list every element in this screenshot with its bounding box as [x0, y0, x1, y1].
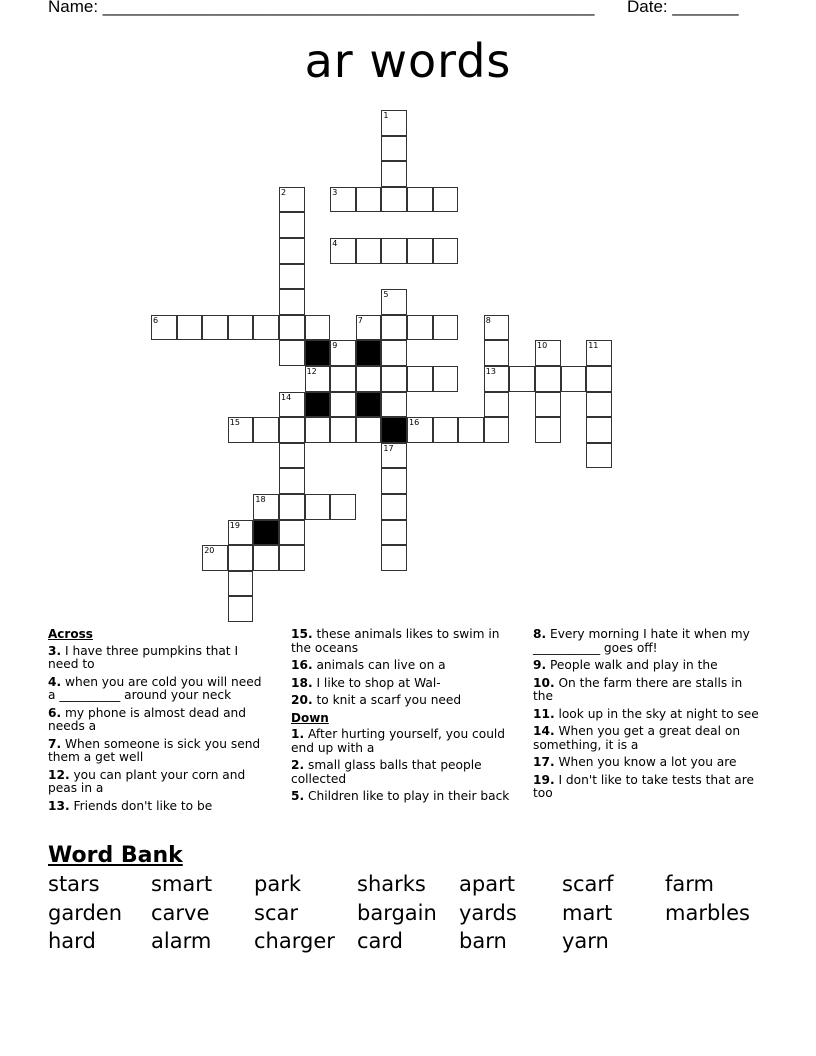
grid-cell[interactable]	[228, 417, 254, 443]
grid-cell[interactable]	[381, 494, 407, 520]
grid-cell[interactable]	[586, 392, 612, 418]
clue-text: you can plant your corn and peas in a	[48, 767, 246, 795]
grid-cell[interactable]	[484, 417, 510, 443]
grid-cell[interactable]	[561, 366, 587, 392]
grid-cell[interactable]	[279, 289, 305, 315]
clue-text: these animals likes to swim in the oceans	[291, 627, 500, 655]
clue-item	[533, 725, 761, 752]
clue-number-label: 7.	[48, 736, 62, 751]
grid-cell[interactable]	[279, 315, 305, 341]
clue-text: when you are cold you will need a __________ around your neck	[48, 674, 262, 702]
clue-text: I don't like to take tests that are too	[533, 772, 754, 800]
clue-number: 9	[332, 341, 338, 351]
grid-cell[interactable]	[279, 187, 305, 213]
grid-cell[interactable]	[177, 315, 203, 341]
grid-cell[interactable]	[279, 494, 305, 520]
clue-item	[291, 728, 519, 755]
clue-item	[291, 759, 519, 786]
black-cell	[305, 340, 331, 366]
grid-cell[interactable]	[228, 545, 254, 571]
clue-number-label: 2.	[291, 758, 305, 772]
clue-number-label: 19.	[533, 772, 555, 787]
grid-cell[interactable]	[381, 366, 407, 392]
grid-cell[interactable]	[407, 238, 433, 264]
clue-number-label: 20.	[291, 693, 313, 707]
grid-cell[interactable]	[381, 468, 407, 494]
clue-number: 2	[281, 187, 287, 197]
grid-cell[interactable]	[535, 417, 561, 443]
clue-number-label: 12.	[48, 767, 70, 782]
grid-cell[interactable]	[586, 340, 612, 366]
grid-cell[interactable]	[381, 340, 407, 366]
clue-text: small glass balls that people collected	[291, 758, 482, 786]
clue-number-label: 11.	[533, 706, 555, 721]
word-bank-word: yards	[459, 901, 517, 925]
grid-cell[interactable]	[356, 315, 382, 341]
grid-cell[interactable]	[381, 520, 407, 546]
grid-cell[interactable]	[330, 340, 356, 366]
grid-cell[interactable]	[484, 392, 510, 418]
grid-cell[interactable]	[535, 340, 561, 366]
grid-cell[interactable]	[228, 596, 254, 622]
clue-text: Every morning I hate it when my ___________ goes off!	[533, 627, 750, 655]
clue-item	[533, 677, 761, 704]
grid-cell[interactable]	[202, 315, 228, 341]
grid-cell[interactable]	[407, 366, 433, 392]
clue-item	[291, 628, 519, 655]
clue-text: After hurting yourself, you could end up with a	[291, 727, 506, 755]
clue-number: 18	[255, 495, 266, 504]
word-bank-word: yarn	[562, 929, 609, 953]
clues-column-3	[533, 628, 761, 805]
clue-number: 5	[383, 290, 389, 300]
grid-cell[interactable]	[586, 417, 612, 443]
clue-item	[533, 628, 761, 655]
grid-cell[interactable]	[381, 315, 407, 341]
clue-number-label: 15.	[291, 627, 313, 641]
clue-number: 14	[281, 392, 292, 402]
clue-item	[48, 676, 268, 703]
grid-cell[interactable]	[484, 315, 510, 341]
clue-item	[533, 708, 761, 722]
crossword-grid	[151, 110, 621, 630]
clue-item	[291, 677, 519, 691]
clue-text: I have three pumpkins that I need to	[48, 643, 239, 671]
black-cell	[356, 392, 382, 418]
black-cell	[356, 340, 382, 366]
grid-cell[interactable]	[381, 110, 407, 136]
clue-number-label: 17.	[533, 755, 555, 769]
clues-column-1	[48, 628, 268, 817]
grid-cell[interactable]	[484, 340, 510, 366]
grid-cell[interactable]	[279, 545, 305, 571]
grid-cell[interactable]	[330, 187, 356, 213]
grid-cell[interactable]	[253, 417, 279, 443]
grid-cell[interactable]	[279, 238, 305, 264]
clue-text: I like to shop at Wal-	[312, 675, 441, 690]
grid-cell[interactable]	[381, 392, 407, 418]
grid-cell[interactable]	[305, 366, 331, 392]
page-title: ar words	[304, 34, 512, 88]
clue-text: On the farm there are stalls in the	[533, 675, 743, 703]
grid-cell[interactable]	[279, 264, 305, 290]
grid-cell[interactable]	[433, 187, 459, 213]
grid-cell[interactable]	[228, 315, 254, 341]
grid-cell[interactable]	[381, 161, 407, 187]
grid-cell[interactable]	[356, 417, 382, 443]
word-bank-word: barn	[459, 929, 507, 953]
word-bank-word: sharks	[357, 872, 426, 896]
word-bank-word: bargain	[357, 901, 437, 925]
clue-text: When someone is sick you send them a get well	[48, 736, 261, 764]
word-bank-word: hard	[48, 929, 96, 953]
grid-cell[interactable]	[279, 417, 305, 443]
grid-cell[interactable]	[458, 417, 484, 443]
grid-cell[interactable]	[356, 187, 382, 213]
grid-cell[interactable]	[253, 315, 279, 341]
word-bank-word: apart	[459, 872, 515, 896]
clue-number: 11	[588, 341, 599, 351]
grid-cell[interactable]	[279, 392, 305, 418]
grid-cell[interactable]	[305, 417, 331, 443]
grid-cell[interactable]	[330, 238, 356, 264]
clue-number-label: 8.	[533, 627, 547, 641]
clue-number-label: 4.	[48, 674, 62, 689]
grid-cell[interactable]	[228, 571, 254, 597]
grid-cell[interactable]	[381, 136, 407, 162]
clue-number: 15	[229, 418, 240, 428]
clue-number-label: 1.	[291, 727, 305, 741]
grid-cell[interactable]	[586, 443, 612, 469]
word-bank-word: park	[254, 872, 301, 896]
word-bank-word: scarf	[562, 872, 614, 896]
clue-number: 20	[204, 546, 215, 556]
grid-cell[interactable]	[330, 392, 356, 418]
grid-cell[interactable]	[381, 443, 407, 469]
grid-cell[interactable]	[330, 494, 356, 520]
black-cell	[381, 417, 407, 443]
clue-number: 12	[306, 367, 317, 376]
clue-number-label: 13.	[48, 798, 70, 813]
grid-cell[interactable]	[433, 238, 459, 264]
grid-cell[interactable]	[381, 187, 407, 213]
grid-cell[interactable]	[356, 366, 382, 392]
grid-cell[interactable]	[586, 366, 612, 392]
grid-cell[interactable]	[330, 366, 356, 392]
clue-number: 19	[229, 520, 240, 530]
word-bank-word: smart	[151, 872, 213, 896]
clue-text: Children like to play in their back	[304, 789, 510, 803]
word-bank-word: marbles	[665, 901, 750, 925]
clue-number: 6	[153, 315, 159, 325]
word-bank-word: mart	[562, 901, 613, 925]
clue-number: 17	[383, 443, 394, 453]
grid-cell[interactable]	[279, 443, 305, 469]
grid-cell[interactable]	[381, 238, 407, 264]
clue-item	[291, 694, 519, 708]
grid-cell[interactable]	[535, 392, 561, 418]
clue-item	[48, 800, 268, 814]
black-cell	[305, 392, 331, 418]
clue-number-label: 6.	[48, 705, 62, 720]
across-heading: Across	[48, 627, 93, 641]
clue-number: 4	[332, 239, 338, 248]
clue-item	[533, 659, 761, 673]
clue-number-label: 5.	[291, 789, 305, 803]
grid-cell[interactable]	[484, 366, 510, 392]
grid-cell[interactable]	[279, 520, 305, 546]
clue-number: 16	[409, 418, 420, 428]
word-bank-word: farm	[665, 872, 714, 896]
date-field-label: Date: _______	[627, 0, 739, 16]
word-bank-word: stars	[48, 872, 100, 896]
grid-cell[interactable]	[305, 315, 331, 341]
grid-cell[interactable]	[202, 545, 228, 571]
clue-number-label: 9.	[533, 658, 547, 672]
grid-cell[interactable]	[509, 366, 535, 392]
clue-number-label: 14.	[533, 724, 555, 738]
clue-item	[533, 774, 761, 801]
grid-cell[interactable]	[305, 494, 331, 520]
clue-number-label: 18.	[291, 675, 313, 690]
word-bank-word: garden	[48, 901, 123, 925]
grid-cell[interactable]	[381, 545, 407, 571]
clue-item	[533, 756, 761, 770]
clue-item	[291, 790, 519, 804]
clue-text: When you get a great deal on something, it is a	[533, 724, 741, 752]
clue-text: Friends don't like to be	[69, 798, 213, 813]
grid-cell[interactable]	[330, 417, 356, 443]
clue-text: animals can live on a	[312, 658, 446, 672]
clue-number-label: 3.	[48, 643, 62, 658]
clue-number-label: 16.	[291, 658, 313, 672]
grid-cell[interactable]	[381, 289, 407, 315]
word-bank-word: card	[357, 929, 404, 953]
clue-number: 13	[485, 367, 496, 376]
word-bank-word: carve	[151, 901, 210, 925]
grid-cell[interactable]	[253, 494, 279, 520]
clue-item	[48, 645, 268, 672]
clue-number: 7	[357, 315, 363, 325]
clue-item	[48, 738, 268, 765]
word-bank-word: alarm	[151, 929, 212, 953]
clue-item	[48, 707, 268, 734]
clue-item	[291, 659, 519, 673]
grid-cell[interactable]	[535, 366, 561, 392]
word-bank-word: charger	[254, 929, 335, 953]
grid-cell[interactable]	[433, 417, 459, 443]
grid-cell[interactable]	[253, 545, 279, 571]
down-heading: Down	[291, 710, 329, 725]
black-cell	[253, 520, 279, 546]
clue-number: 10	[537, 341, 548, 351]
grid-cell[interactable]	[279, 340, 305, 366]
clue-text: People walk and play in the	[546, 658, 718, 672]
clues-column-2	[291, 628, 519, 808]
grid-cell[interactable]	[407, 315, 433, 341]
grid-cell[interactable]	[407, 417, 433, 443]
grid-cell[interactable]	[433, 366, 459, 392]
clue-number: 3	[332, 187, 338, 197]
grid-cell[interactable]	[433, 315, 459, 341]
clue-number: 8	[485, 315, 491, 325]
clue-text: to knit a scarf you need	[312, 693, 462, 707]
grid-cell[interactable]	[279, 212, 305, 238]
grid-cell[interactable]	[228, 520, 254, 546]
clue-text: look up in the sky at night to see	[554, 706, 759, 721]
clue-number: 1	[383, 111, 389, 120]
word-bank-word: scar	[254, 901, 298, 925]
word-bank-title: Word Bank	[48, 843, 183, 868]
name-field-label: Name: ____________________________________________________	[48, 0, 595, 16]
grid-cell[interactable]	[151, 315, 177, 341]
clue-text: my phone is almost dead and needs a	[48, 705, 247, 733]
clue-text: When you know a lot you are	[554, 755, 737, 769]
clue-item	[48, 769, 268, 796]
grid-cell[interactable]	[407, 187, 433, 213]
clue-number-label: 10.	[533, 675, 555, 690]
grid-cell[interactable]	[279, 468, 305, 494]
grid-cell[interactable]	[356, 238, 382, 264]
